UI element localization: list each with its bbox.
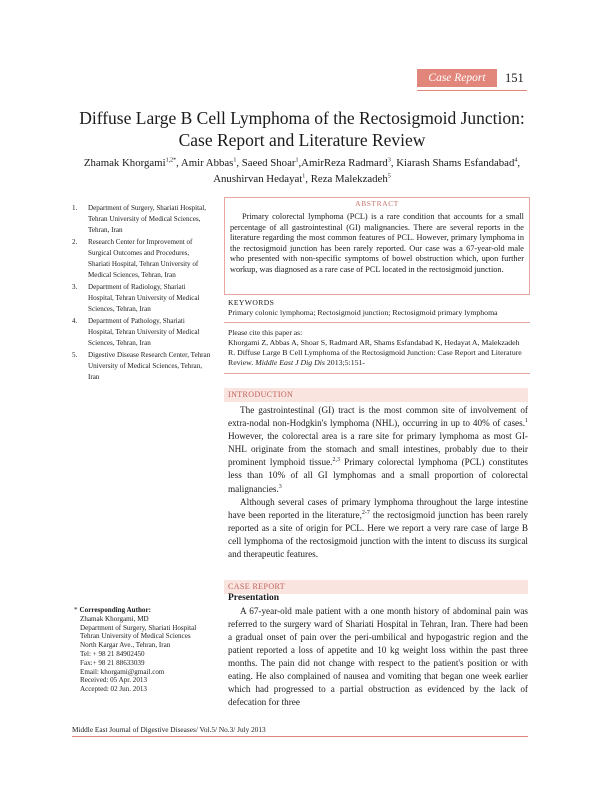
affiliation-number: 4. [72, 317, 78, 325]
affiliation-item [72, 350, 212, 383]
affiliation-text: Digestive Disease Research Center, Tehran University of Medical Sciences, Tehran, Iran [88, 351, 211, 381]
text-run: Primary colorectal lymphoma (PCL) constitutes less than 10% of all GI lymphomas and a small proportion of colorectal malignancies. [228, 457, 528, 494]
citation-text [228, 338, 528, 368]
reference-marker: 1 [525, 418, 528, 425]
author-name: Kiarash Shams Esfandabad [396, 157, 515, 169]
abstract-label: ABSTRACT [355, 199, 399, 208]
text-run: However, the colorectal area is a rare site for primary lymphoma as most GI-NHL originate from the stomach and small intestines, probably due to their prominent lymphoid tissue. [228, 431, 528, 468]
citation-divider [224, 373, 530, 374]
journal-footer: Middle East Journal of Digestive Diseases/ Vol.5/ No.3/ July 2013 [72, 725, 266, 734]
case-report-body [228, 605, 528, 709]
affiliation-number: 1. [72, 204, 78, 212]
affiliation-text: Research Center for Improvement of Surgical Outcomes and Procedures, Shariati Hospital, Tehran University of Medical Sciences, Tehran, Iran [88, 238, 199, 279]
affiliation-item [72, 237, 212, 281]
author-affil: 1 [233, 157, 237, 164]
affiliation-text: Department of Radiology, Shariati Hospital, Tehran University of Medical Sciences, Tehran, Iran [88, 283, 200, 313]
affiliation-item [72, 203, 212, 236]
affiliation-text: Department of Surgery, Shariati Hospital, Tehran University of Medical Sciences, Tehran, Iran [88, 204, 207, 234]
citation-label: Please cite this paper as: [228, 328, 303, 337]
citation-tail: 2013;5:151- [324, 358, 366, 367]
text-run: the rectosigmoid junction has been rarely reported as a site of origin for PCL. Here we report a very rare case of large B cell lymphoma of the rectosigmoid junction with the intent to discuss its surgical and therapeutic features. [228, 509, 528, 560]
section-badge: Case Report [417, 69, 497, 87]
article-title [60, 107, 544, 151]
author-name: Zhamak Khorgami [83, 157, 166, 169]
author-name: Anushirvan Hedayat [213, 173, 303, 185]
introduction-paragraph [228, 404, 528, 496]
corr-line: Tehran University of Medical Sciences [80, 632, 191, 641]
page-number: 151 [505, 71, 524, 85]
corr-line: Received: 05 Apr. 2013 [80, 676, 147, 685]
corr-line: Accepted: 02 Jun. 2013 [80, 685, 147, 694]
affiliation-item [72, 316, 212, 349]
case-report-heading: CASE REPORT [224, 580, 528, 594]
abstract-box [224, 197, 530, 295]
corr-line: Tel: + 98 21 84902450 [80, 649, 145, 658]
author-name: Amir Abbas [180, 157, 234, 169]
corr-line: Fax:+ 98 21 88633039 [80, 658, 145, 667]
author-affil: 1 [302, 173, 306, 180]
introduction-paragraph [228, 496, 528, 561]
title-line-2: Case Report and Literature Review [178, 130, 426, 150]
author-affil: 1,2* [165, 157, 177, 164]
author-name: AmirReza Radmard [301, 157, 388, 169]
reference-marker: 2,3 [332, 457, 340, 464]
affiliation-text: Department of Pathology, Shariati Hospital, Tehran University of Medical Sciences, Tehran, Iran [88, 317, 200, 347]
presentation-subheading: Presentation [228, 593, 280, 603]
footer-rule [72, 736, 528, 737]
text-run: Although several cases of primary lymphoma throughout the large intestine have been reported in the literature, [228, 496, 528, 520]
reference-marker: 3 [278, 483, 282, 490]
author-affil: 3 [387, 157, 391, 164]
title-line-1: Diffuse Large B Cell Lymphoma of the Rectosigmoid Junction: [79, 108, 525, 128]
author-affil: 1 [295, 157, 299, 164]
case-report-paragraph: A 67-year-old male patient with a one month history of abdominal pain was referred to the surgery ward of Shariati Hospital in Tehran, Iran. There had been a gradual onset of pain over the peri-umbilical and hypogastric region and the patient reported a loss of appetite and 10 kg weight loss within the past three months. The pain did not change with respect to the patient's position or with eating. He also complained of nausea and vomiting that began one week earlier which had progressed to a partial obstruction as evidenced by the lack of defecation for three [228, 606, 528, 707]
text-run: The gastrointestinal (GI) tract is the most common site of involvement of extra-nodal non-Hodgkin's lymphoma (NHL), occurring in up to 40% of cases. [228, 405, 528, 429]
author-name: Reza Malekzadeh [310, 173, 388, 185]
affiliation-list [72, 203, 212, 384]
corr-line: North Kargar Ave., Tehran, Iran [80, 641, 171, 650]
keywords-text: Primary colonic lymphoma; Rectosigmoid junction; Rectosigmoid primary lymphoma [228, 308, 498, 317]
affiliation-number: 2. [72, 238, 78, 246]
author-affil: 4 [514, 157, 518, 164]
corr-line: Zhamak Khorgami, MD [80, 614, 149, 623]
affiliation-number: 5. [72, 351, 78, 359]
introduction-body [228, 404, 528, 561]
affiliation-number: 3. [72, 283, 78, 291]
citation-body: Khorgami Z, Abbas A, Shoar S, Radmard AR, Shams Esfandabad K, Hedayat A, Malekzadeh R. Diffuse Large B Cell Lymphoma of the Rectosigmoid Junction: Case Report and Literature Review. [228, 338, 522, 367]
citation-journal: Middle East J Dig Dis [255, 358, 325, 367]
keywords-label: KEYWORDS [228, 298, 275, 307]
affiliation-item [72, 282, 212, 315]
corr-line: Department of Surgery, Shariati Hospital [80, 623, 197, 632]
corr-email: Email: khorgami@gmail.com [80, 667, 165, 676]
corresponding-heading: * Corresponding Author: [74, 606, 151, 614]
introduction-heading: INTRODUCTION [224, 388, 528, 402]
corresponding-heading-text: Corresponding Author: [79, 606, 151, 614]
author-list: Zhamak Khorgami$^{1,2*}$, Amir Abbas$^1$, Saeed Shoar$^1$,AmirReza Radmard$^3$, Kiarash Shams Esfandabad$^4$, Anushirvan Hedayat$^1$, Reza Malekzadeh$^5$ [83, 157, 521, 185]
reference-marker: 2-7 [361, 509, 370, 516]
abstract-text: Primary colorectal lymphoma (PCL) is a rare condition that accounts for a small percentage of all gastrointestinal (GI) malignancies. There are several reports in the literature regarding the most common features of PCL. However, primary lymphoma in the rectosigmoid junction has been rarely reported. Our case was a 67-year-old male who presented with non-specific symptoms of bowel obstruction which, upon further workup, was diagnosed as a rare case of PCL located in the rectosigmoid junction. [230, 212, 524, 274]
header-rule [417, 90, 527, 91]
corresponding-author [74, 606, 220, 694]
author-affil: 5 [387, 173, 391, 180]
author-name: Saeed Shoar [241, 157, 296, 169]
keywords-divider [224, 322, 530, 323]
